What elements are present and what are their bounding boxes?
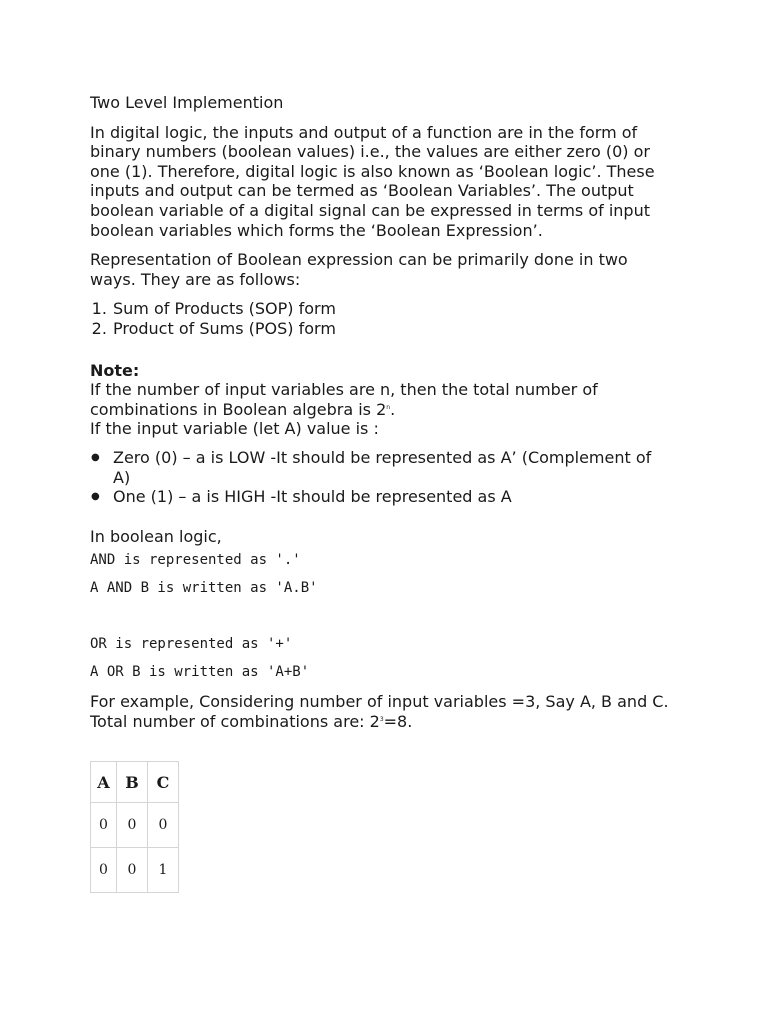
note-line-text: If the number of input variables are n, then the total number of combinations in Boolean algebra is 2 bbox=[90, 380, 598, 419]
combinations-line bbox=[90, 712, 670, 732]
document-title: Two Level Implemention bbox=[90, 93, 284, 112]
note-line-combinations bbox=[90, 380, 670, 419]
table-cell: 1 bbox=[148, 848, 179, 893]
bullet-list bbox=[90, 448, 670, 507]
header-cell-b: B bbox=[117, 762, 148, 803]
list-item bbox=[91, 487, 670, 507]
code-or-represented: OR is represented as '+' bbox=[90, 636, 293, 653]
logic-intro: In boolean logic, bbox=[90, 526, 222, 546]
combinations-end: =8. bbox=[383, 711, 413, 731]
table-cell: 0 bbox=[148, 803, 179, 848]
bullet-text: One (1) – a is HIGH -It should be represented as A bbox=[113, 487, 512, 507]
representation-paragraph: Representation of Boolean expression can be primarily done in two ways. They are as follows: bbox=[90, 250, 628, 289]
combinations-text: Total number of combinations are: 2 bbox=[90, 711, 380, 731]
list-item: 2. Product of Sums (POS) form bbox=[112, 319, 670, 339]
code-and-represented: AND is represented as '.' bbox=[90, 552, 301, 569]
table-header-row bbox=[91, 762, 179, 803]
example-block bbox=[90, 692, 670, 731]
list-item: 1. Sum of Products (SOP) form bbox=[112, 299, 670, 319]
note-line-input-variable: If the input variable (let A) value is : bbox=[90, 419, 379, 439]
header-cell-c: C bbox=[148, 762, 179, 803]
intro-paragraph: In digital logic, the inputs and output of a function are in the form of binary numbers (boolean values) i.e., the values are either zero (0) or one (1). Therefore, digital logic is also known as ‘Boolean logic’. These inputs and output can be termed as ‘Boolean Variables’. The output boolean variable of a digital signal can be expressed in terms of input boolean variables which forms the ‘Boolean Expression’. bbox=[90, 122, 655, 240]
header-cell-a: A bbox=[91, 762, 117, 803]
list-item bbox=[91, 447, 670, 487]
example-line: For example, Considering number of input variables =3, Say A, B and C. bbox=[90, 692, 669, 712]
superscript-n: n bbox=[386, 403, 391, 411]
table-cell: 0 bbox=[91, 803, 117, 848]
bullet-text: Zero (0) – a is LOW -It should be represented as A’ (Complement of A) bbox=[113, 447, 652, 487]
code-and-example: A AND B is written as 'A.B' bbox=[90, 580, 318, 597]
table-cell: 0 bbox=[91, 848, 117, 893]
table-cell: 0 bbox=[117, 848, 148, 893]
table-row bbox=[91, 803, 179, 848]
superscript-3: 3 bbox=[379, 715, 384, 723]
document-page bbox=[90, 93, 670, 893]
forms-list bbox=[90, 299, 670, 338]
truth-table bbox=[90, 761, 179, 893]
note-label: Note: bbox=[90, 360, 140, 380]
code-or-example: A OR B is written as 'A+B' bbox=[90, 664, 310, 681]
note-line-end: . bbox=[390, 399, 396, 419]
table-cell: 0 bbox=[117, 803, 148, 848]
bullet-icon: ● bbox=[91, 491, 100, 503]
table-row bbox=[91, 848, 179, 893]
bullet-icon: ● bbox=[91, 451, 100, 463]
note-block bbox=[90, 361, 670, 439]
